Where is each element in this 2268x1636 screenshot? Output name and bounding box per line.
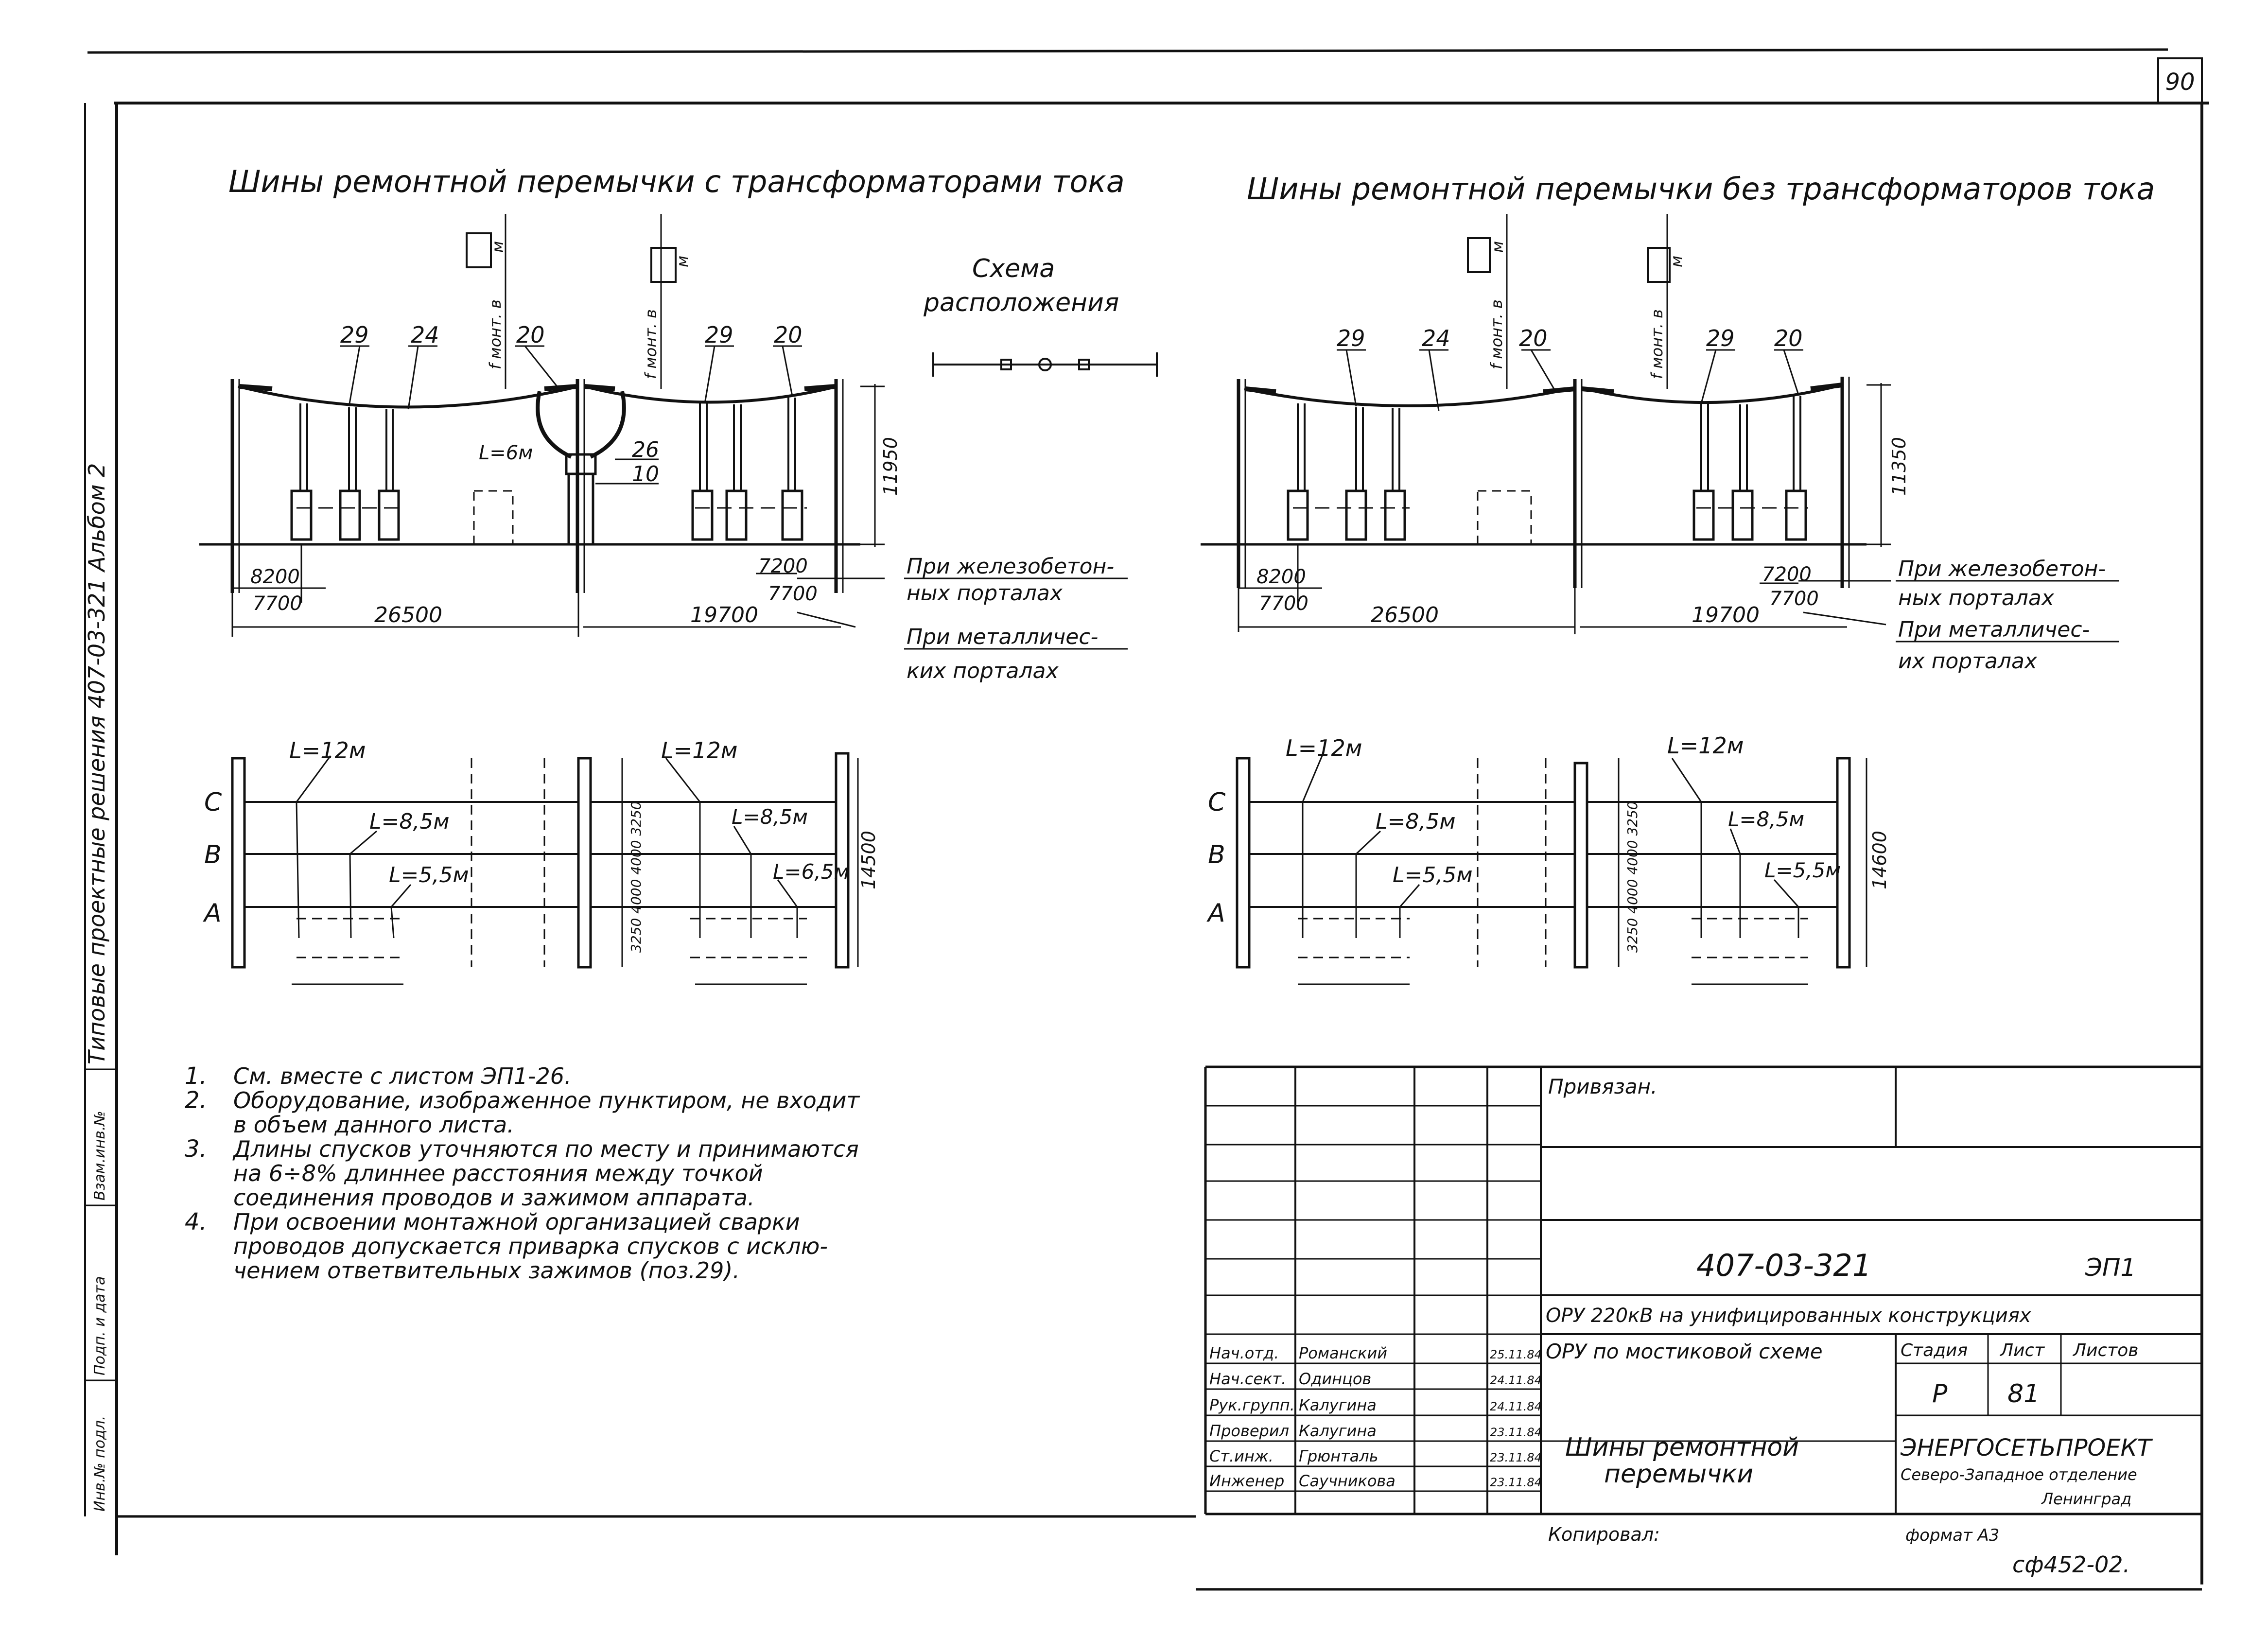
title-block-text	[1546, 1075, 2153, 1578]
left-dim-8200: 8200	[250, 566, 300, 588]
sig-date: 23.11.84	[1490, 1426, 1542, 1439]
right-note-metal-1: При металличес-	[1898, 617, 2090, 642]
left-dim-7700a: 7700	[253, 592, 302, 615]
right-phase-c: C	[1208, 788, 1226, 817]
left-dim-19700: 19700	[690, 603, 758, 627]
note-number: 4.	[185, 1208, 207, 1236]
sig-date: 25.11.84	[1490, 1348, 1542, 1361]
right-dim-19700: 19700	[1692, 603, 1760, 627]
right-pos-20b: 20	[1774, 325, 1803, 351]
note-metal-portal-1: При металличес-	[907, 625, 1099, 649]
left-view-title: Шины ремонтной перемычки с трансформаторами тока	[228, 164, 1125, 199]
right-pos-20a: 20	[1519, 325, 1548, 351]
left-plan-l85b: L=8,5м	[732, 805, 808, 829]
right-plan-width: 14600	[1869, 831, 1890, 889]
right-view-title: Шины ремонтной перемычки без трансформаторов тока	[1247, 171, 2155, 207]
note-metal-portal-2: ких порталах	[907, 659, 1059, 683]
left-m-1: м	[488, 241, 507, 253]
tb-format: формат А3	[1905, 1526, 2000, 1545]
sig-date: 24.11.84	[1490, 1400, 1542, 1413]
sig-role: Инженер	[1209, 1472, 1285, 1490]
left-plan-width: 14500	[858, 831, 879, 889]
right-fmont-1: f монт. в	[1487, 299, 1506, 369]
side-replace-inv: Взам.инв.№	[91, 1111, 108, 1201]
tb-org-2: Северо-Западное отделение	[1901, 1465, 2137, 1484]
sig-name: Грюнталь	[1299, 1447, 1378, 1465]
tb-org-3: Ленинград	[2041, 1490, 2132, 1508]
right-note-metal-2: их порталах	[1898, 649, 2037, 674]
note-number: 1.	[185, 1062, 207, 1090]
sig-name: Калугина	[1299, 1396, 1377, 1414]
layout-scheme-title-2: расположения	[924, 288, 1119, 317]
left-pos-20a: 20	[516, 322, 545, 348]
side-inv: Инв.№ подл.	[91, 1415, 108, 1512]
left-pos-26: 26	[632, 437, 659, 462]
left-plan-gaps: 3250 4000 4000 3250	[628, 801, 644, 953]
right-dim-7700b: 7700	[1769, 588, 1819, 610]
general-notes	[185, 1062, 860, 1284]
left-plan-labels	[203, 737, 879, 953]
right-height-dim: 11350	[1888, 437, 1910, 496]
right-pos-24: 24	[1422, 325, 1450, 351]
left-plan-l55b: L=6,5м	[773, 860, 850, 884]
sig-date: 24.11.84	[1490, 1374, 1542, 1387]
sig-date: 23.11.84	[1490, 1451, 1542, 1464]
sig-date: 23.11.84	[1490, 1476, 1542, 1489]
note-rc-portal-2: ных порталах	[907, 581, 1063, 606]
left-fmont-2: f монт. в	[642, 309, 660, 379]
sig-role: Проверил	[1209, 1422, 1290, 1440]
tb-stage-label: Стадия	[1901, 1340, 1968, 1360]
sig-name: Калугина	[1299, 1422, 1377, 1440]
left-plan-l12a: L=12м	[289, 737, 366, 764]
tb-sheet-label: Лист	[2000, 1340, 2045, 1360]
tb-sheet-title-1: Шины ремонтной	[1565, 1433, 1799, 1462]
right-elevation-labels	[1256, 241, 2106, 674]
left-height-dim: 11950	[880, 437, 901, 496]
right-m-2: м	[1667, 255, 1686, 267]
right-phase-a: A	[1208, 899, 1225, 928]
sig-role: Ст.инж.	[1209, 1447, 1274, 1465]
left-m-2: м	[673, 255, 692, 267]
left-len-6: L=6м	[479, 442, 533, 464]
tb-org-1: ЭНЕРГОСЕТЬПРОЕКТ	[1901, 1434, 2152, 1462]
right-pos-29b: 29	[1706, 325, 1735, 351]
right-note-rc-2: ных порталах	[1898, 586, 2054, 610]
note-line: При освоении монтажной организацией сварки	[233, 1209, 800, 1235]
right-note-rc-1: При железобетон-	[1898, 557, 2106, 581]
right-plan-l55b: L=5,5м	[1764, 858, 1841, 882]
right-plan-l85b: L=8,5м	[1728, 807, 1805, 831]
tb-scheme: ОРУ по мостиковой схеме	[1546, 1340, 1823, 1363]
right-pos-29a: 29	[1337, 325, 1365, 351]
left-pos-24: 24	[411, 322, 439, 348]
right-dim-7700a: 7700	[1259, 592, 1308, 615]
right-dim-26500: 26500	[1371, 603, 1439, 627]
tb-project: ОРУ 220кВ на унифицированных конструкциях	[1546, 1305, 2031, 1327]
left-pos-29a: 29	[340, 322, 369, 348]
right-dim-7200: 7200	[1762, 563, 1812, 586]
tb-stage: Р	[1932, 1379, 1948, 1409]
right-dim-8200: 8200	[1256, 566, 1306, 588]
note-rc-portal-1: При железобетон-	[907, 554, 1115, 579]
side-sign-date: Подп. и дата	[91, 1276, 108, 1375]
note-line: Оборудование, изображенное пунктиром, не входит	[233, 1087, 860, 1114]
sig-role: Рук.групп.	[1209, 1396, 1295, 1414]
right-plan-l85a: L=8,5м	[1376, 809, 1456, 834]
left-plan	[232, 753, 858, 984]
tb-sheets-label: Листов	[2073, 1340, 2139, 1360]
left-plan-l55a: L=5,5м	[389, 863, 469, 888]
sheet-number: 90	[2165, 69, 2195, 96]
right-plan-l55a: L=5,5м	[1393, 863, 1473, 888]
left-pos-10: 10	[632, 462, 659, 487]
right-plan-l12a: L=12м	[1286, 735, 1362, 761]
sig-role: Нач.отд.	[1209, 1344, 1279, 1362]
right-plan-gaps: 3250 4000 4000 3250	[1624, 801, 1640, 953]
left-phase-c: C	[204, 788, 222, 817]
note-number: 2.	[185, 1087, 207, 1114]
top-trim-line	[87, 50, 2168, 52]
left-phase-a: A	[204, 899, 222, 928]
tb-bound: Привязан.	[1548, 1075, 1657, 1098]
sig-role: Нач.сект.	[1209, 1370, 1287, 1388]
tb-sheet-title-2: перемычки	[1604, 1460, 1754, 1489]
note-line: чением ответвительных зажимов (поз.29).	[233, 1257, 740, 1284]
layout-scheme-sketch	[933, 352, 1157, 377]
layout-scheme-title-1: Схема	[972, 254, 1055, 283]
left-dim-7700b: 7700	[768, 583, 818, 605]
note-line: соединения проводов и зажимом аппарата.	[233, 1184, 755, 1211]
tb-doc-code: 407-03-321	[1696, 1248, 1872, 1283]
sig-name: Романский	[1299, 1344, 1388, 1362]
right-fmont-2: f монт. в	[1648, 309, 1666, 379]
right-plan-labels	[1206, 732, 1890, 953]
note-line: См. вместе с листом ЭП1-26.	[233, 1063, 572, 1089]
left-pos-20b: 20	[774, 322, 803, 348]
tb-sheet-code: ЭП1	[2085, 1253, 2136, 1282]
tb-copied: Копировал:	[1548, 1524, 1660, 1545]
left-plan-l85a: L=8,5м	[369, 809, 450, 834]
sig-name: Саучникова	[1299, 1472, 1396, 1490]
note-line: проводов допускается приварка спусков с исклю-	[233, 1233, 828, 1259]
left-dim-7200: 7200	[758, 555, 808, 577]
note-line: на 6÷8% длиннее расстояния между точкой	[233, 1160, 763, 1186]
left-fmont-1: f монт. в	[486, 299, 505, 369]
tb-sheet: 81	[2007, 1379, 2040, 1409]
left-plan-l12b: L=12м	[661, 737, 738, 764]
sig-name: Одинцов	[1299, 1370, 1372, 1388]
side-series-text: Типовые проектные решения 407-03-321 Альбом 2	[84, 463, 110, 1064]
tb-archive-no: сф452-02.	[2012, 1551, 2130, 1578]
left-dim-26500: 26500	[374, 603, 442, 627]
right-plan-l12b: L=12м	[1667, 732, 1744, 759]
right-m-1: м	[1488, 241, 1507, 253]
note-line: Длины спусков уточняются по месту и принимаются	[233, 1136, 859, 1162]
left-pos-29b: 29	[705, 322, 733, 348]
signature-rows	[1209, 1344, 1542, 1490]
right-phase-b: B	[1208, 840, 1225, 870]
left-phase-b: B	[204, 840, 222, 870]
note-number: 3.	[185, 1135, 207, 1163]
note-line: в объем данного листа.	[233, 1112, 514, 1138]
